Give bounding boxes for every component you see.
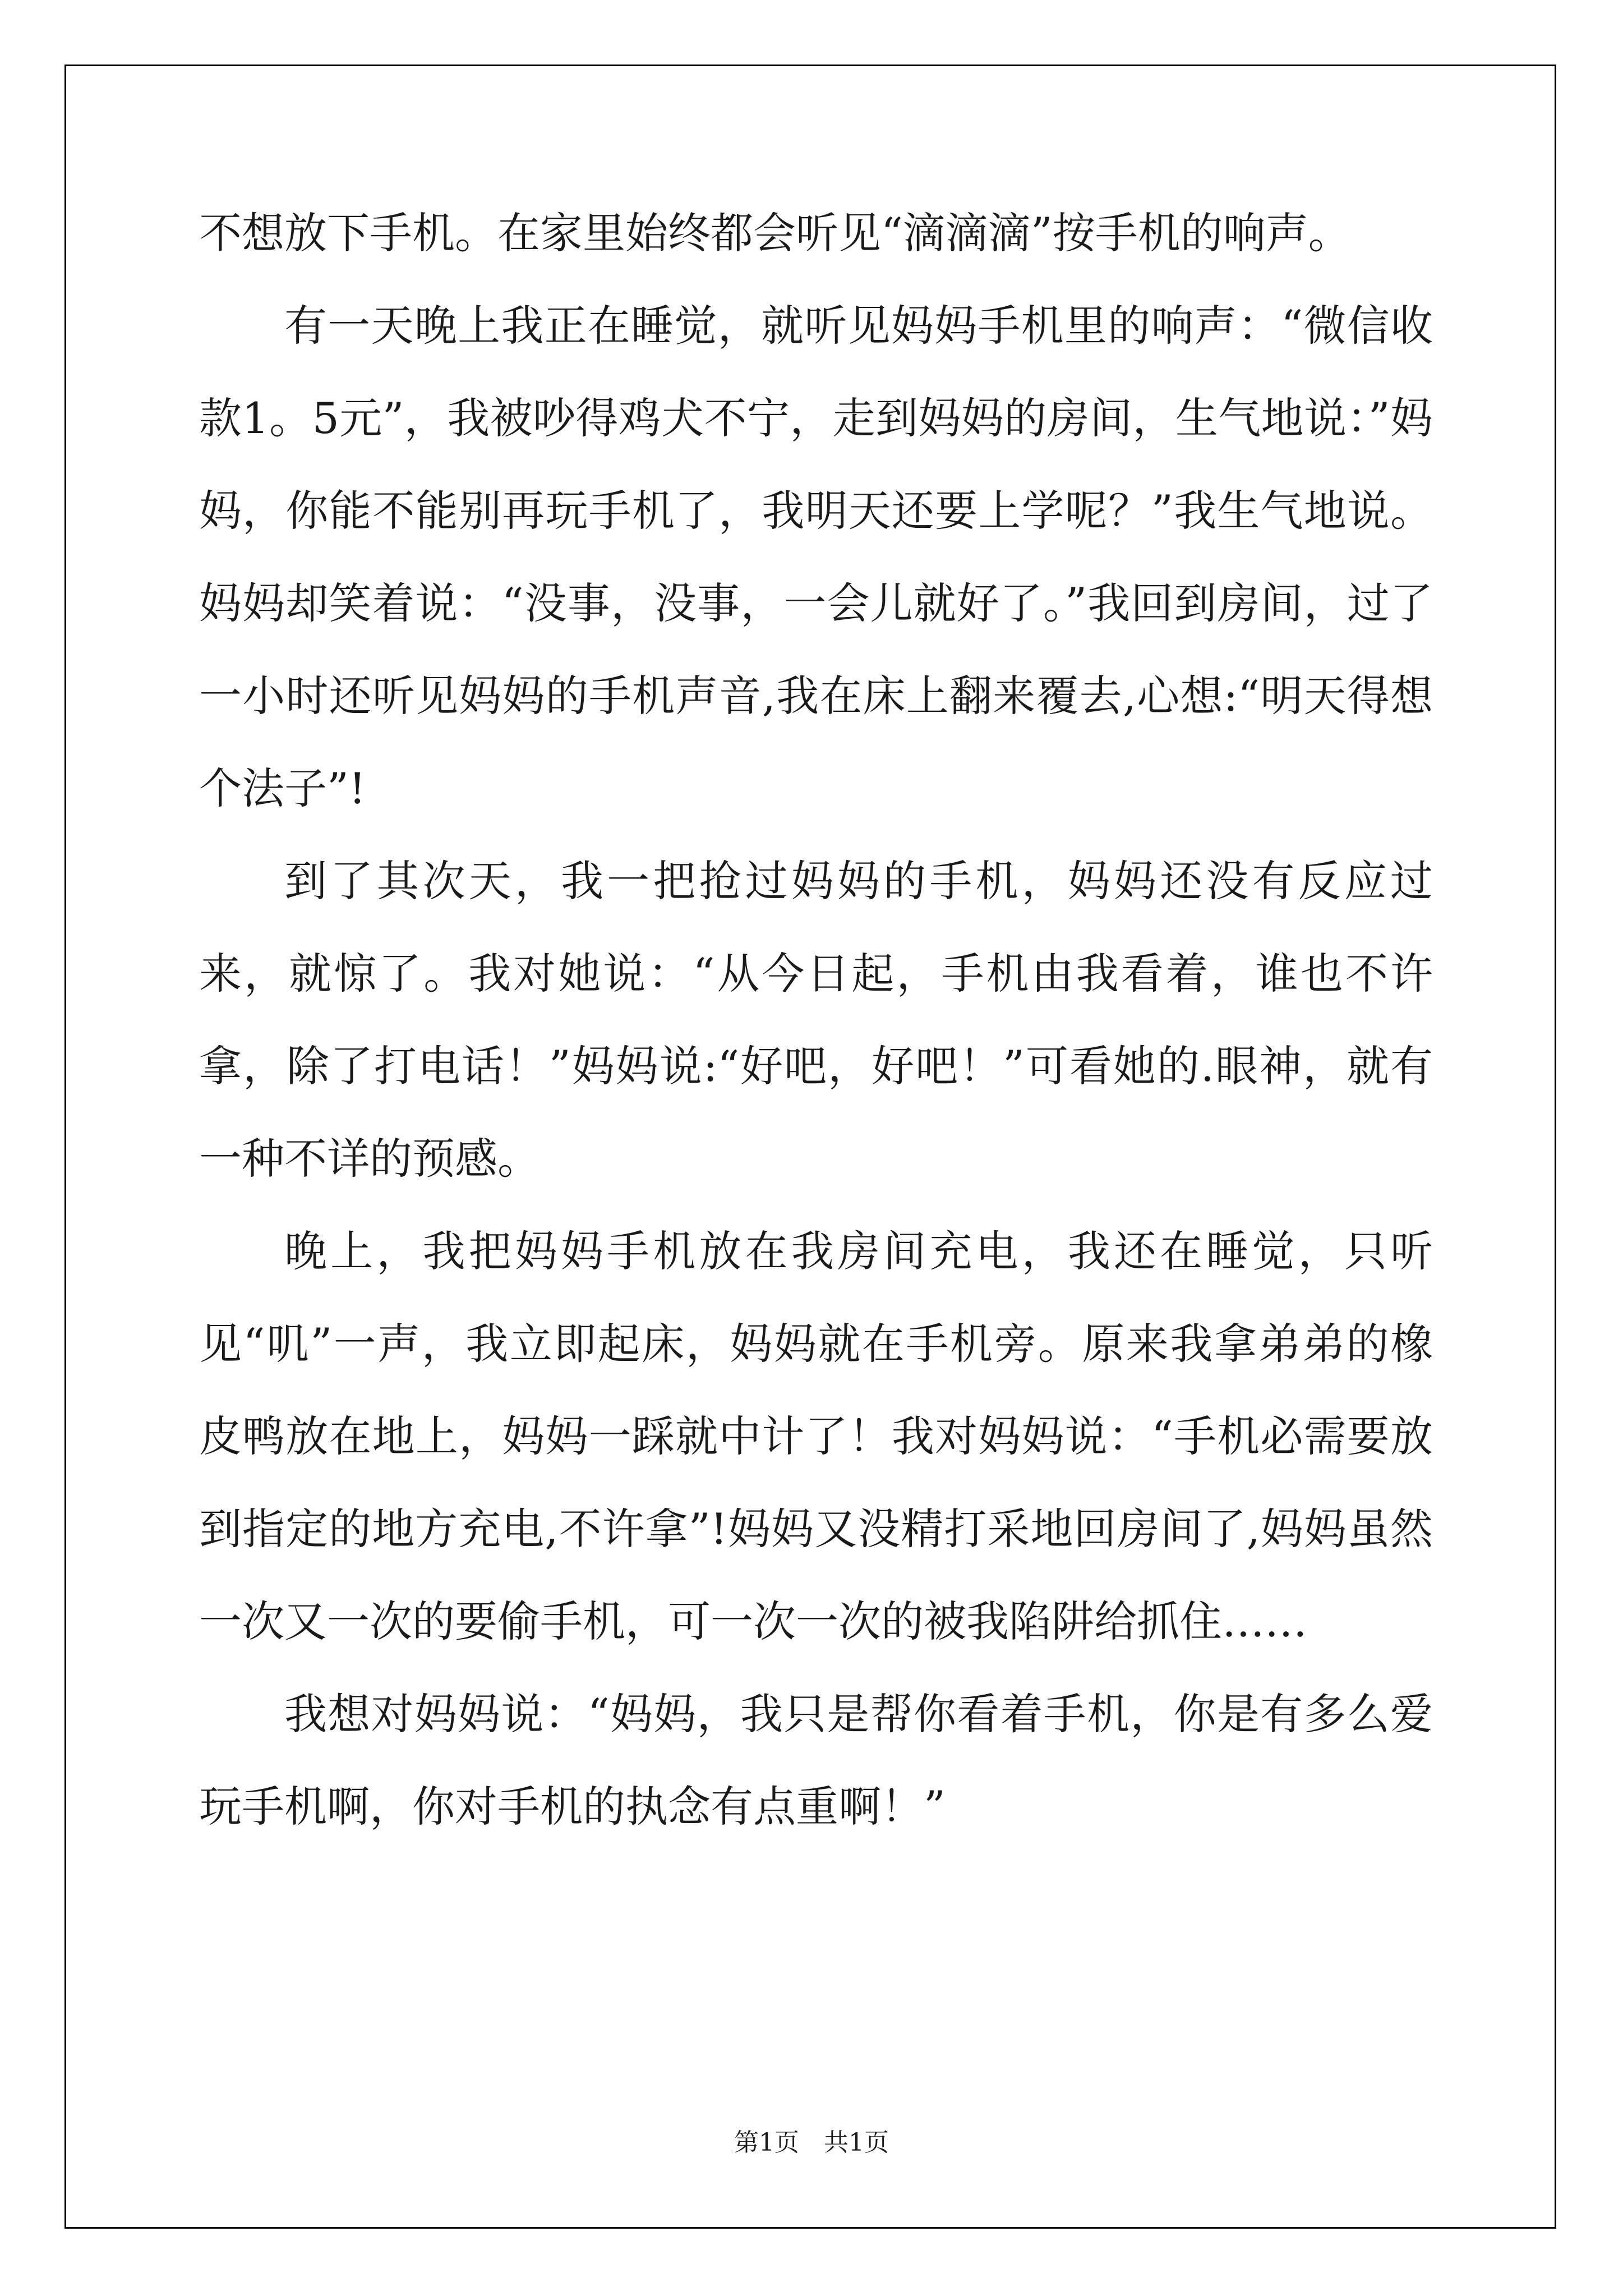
document-body bbox=[199, 187, 1433, 1853]
paragraph-5: 我想对妈妈说：“妈妈，我只是帮你看着手机，你是有多么爱玩手机啊，你对手机的执念有点重啊！” bbox=[199, 1689, 1433, 1832]
paragraph-1: 不想放下手机。在家里始终都会听见“滴滴滴”按手机的响声。 bbox=[199, 208, 1351, 258]
paragraph-3: 到了其次天，我一把抢过妈妈的手机，妈妈还没有反应过来，就惊了。我对她说：“从今日起，手机由我看着，谁也不许拿，除了打电话！”妈妈说:“好吧，好吧！”可看她的.眼神，就有一种不详的预感。 bbox=[199, 856, 1433, 1184]
paragraph-2: 有一天晚上我正在睡觉，就听见妈妈手机里的响声：“微信收款1。5元”，我被吵得鸡犬不宁，走到妈妈的房间，生气地说：”妈妈，你能不能别再玩手机了，我明天还要上学呢？”我生气地说。妈妈却笑着说：“没事，没事，一会儿就好了。”我回到房间，过了一小时还听见妈妈的手机声音,我在床上翻来覆去,心想:“明天得想个法子”! bbox=[199, 301, 1433, 813]
page-number-footer: 第1页 共1页 bbox=[734, 2128, 889, 2157]
paragraph-4: 晚上，我把妈妈手机放在我房间充电，我还在睡觉，只听见“叽”一声，我立即起床，妈妈就在手机旁。原来我拿弟弟的橡皮鸭放在地上，妈妈一踩就中计了！我对妈妈说：“手机必需要放到指定的地方充电,不许拿”!妈妈又没精打采地回房间了,妈妈虽然一次又一次的要偷手机，可一次一次的被我陷阱给抓住…… bbox=[199, 1226, 1433, 1646]
